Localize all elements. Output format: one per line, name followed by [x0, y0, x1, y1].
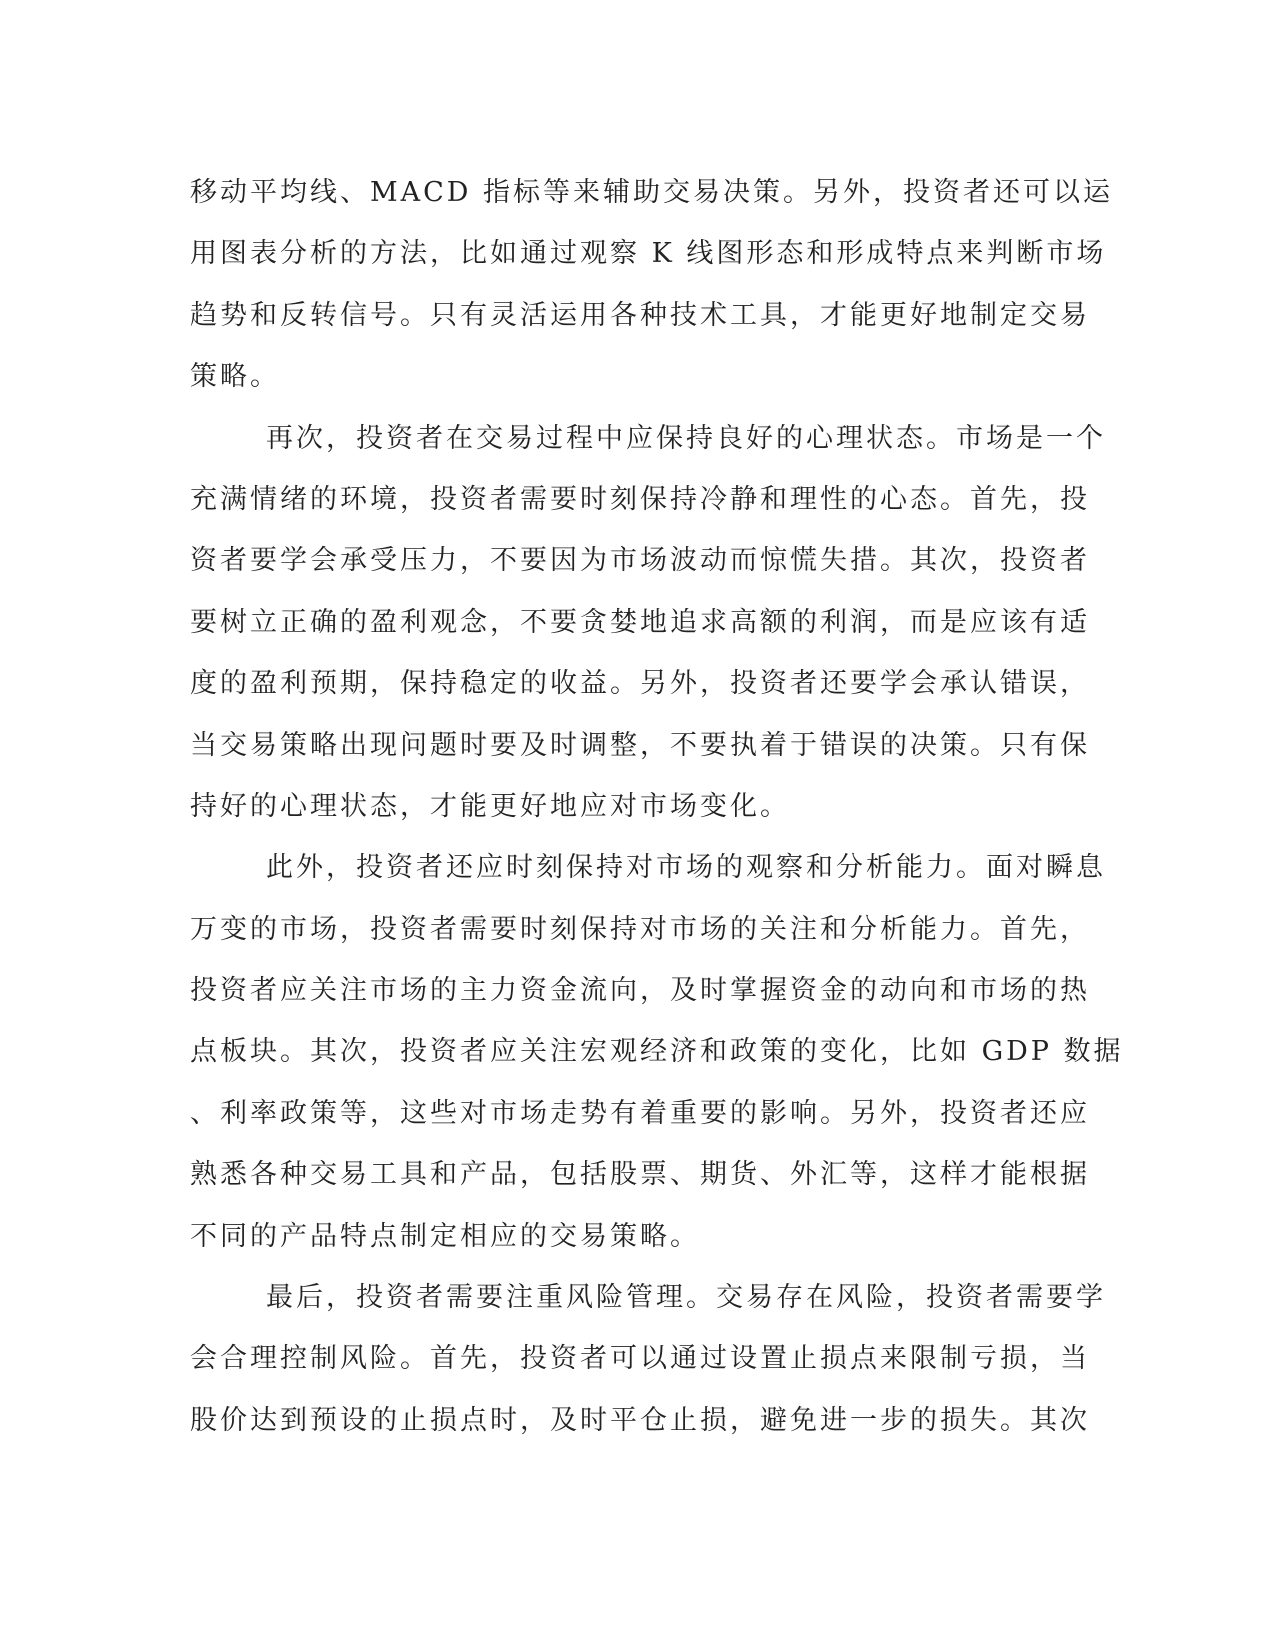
text-line: 当交易策略出现问题时要及时调整，不要执着于错误的决策。只有保	[190, 729, 1090, 761]
text-line: 度的盈利预期，保持稳定的收益。另外，投资者还要学会承认错误，	[190, 668, 1090, 700]
text-line: 移动平均线、MACD 指标等来辅助交易决策。另外，投资者还可以运	[190, 177, 1114, 208]
text-line: 策略。	[190, 361, 280, 393]
paragraph-first-line: 再次，投资者在交易过程中应保持良好的心理状态。市场是一个	[266, 422, 1106, 454]
text-line: 不同的产品特点制定相应的交易策略。	[190, 1220, 700, 1252]
text-line: 熟悉各种交易工具和产品，包括股票、期货、外汇等，这样才能根据	[190, 1159, 1090, 1191]
text-line: 资者要学会承受压力，不要因为市场波动而惊慌失措。其次，投资者	[190, 545, 1090, 577]
text-line: 持好的心理状态，才能更好地应对市场变化。	[190, 790, 790, 822]
text-line: 要树立正确的盈利观念，不要贪婪地追求高额的利润，而是应该有适	[190, 606, 1090, 638]
text-line: 趋势和反转信号。只有灵活运用各种技术工具，才能更好地制定交易	[190, 299, 1090, 331]
text-line: 投资者应关注市场的主力资金流向，及时掌握资金的动向和市场的热	[190, 975, 1090, 1007]
text-line: 会合理控制风险。首先，投资者可以通过设置止损点来限制亏损，当	[190, 1343, 1090, 1375]
text-line: 用图表分析的方法，比如通过观察 K 线图形态和形成特点来判断市场	[190, 238, 1107, 270]
paragraph-first-line: 最后，投资者需要注重风险管理。交易存在风险，投资者需要学	[266, 1282, 1106, 1314]
body-text	[190, 162, 1124, 1451]
text-line: 点板块。其次，投资者应关注宏观经济和政策的变化，比如 GDP 数据	[190, 1036, 1124, 1068]
text-line: 、利率政策等，这些对市场走势有着重要的影响。另外，投资者还应	[190, 1097, 1090, 1129]
text-line: 充满情绪的环境，投资者需要时刻保持冷静和理性的心态。首先，投	[190, 483, 1090, 515]
text-line: 万变的市场，投资者需要时刻保持对市场的关注和分析能力。首先，	[190, 913, 1090, 945]
paragraph-first-line: 此外，投资者还应时刻保持对市场的观察和分析能力。面对瞬息	[266, 852, 1106, 884]
text-line: 股价达到预设的止损点时，及时平仓止损，避免进一步的损失。其次	[190, 1404, 1090, 1436]
